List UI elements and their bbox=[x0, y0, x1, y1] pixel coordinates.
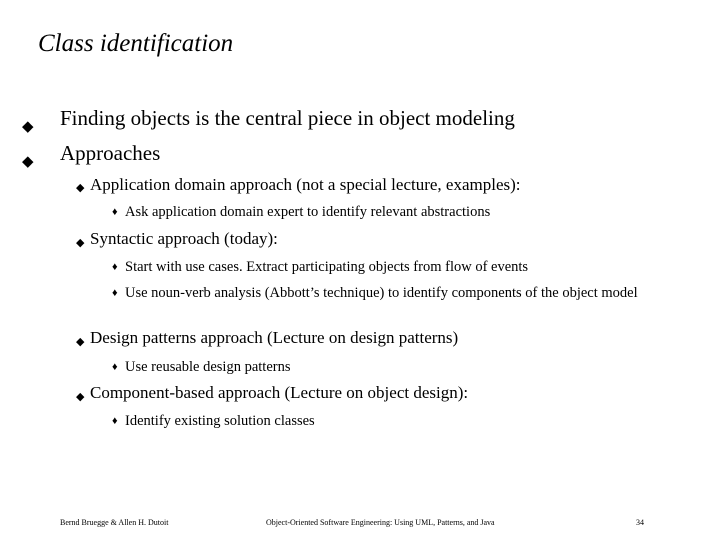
sub-sub-bullet-marker-icon: ♦ bbox=[112, 206, 118, 218]
approach-syntactic-sub-1: Start with use cases. Extract participating objects from flow of events bbox=[125, 259, 529, 275]
sub-sub-bullet-marker-icon: ♦ bbox=[112, 261, 118, 273]
bullet-marker-icon: ◆ bbox=[22, 154, 34, 170]
sub-bullet-marker-icon: ◆ bbox=[76, 237, 85, 249]
bullet-approaches: Approaches bbox=[60, 141, 161, 165]
footer-authors: Bernd Bruegge & Allen H. Dutoit bbox=[60, 518, 169, 527]
sub-bullet-marker-icon: ◆ bbox=[76, 336, 85, 348]
approach-syntactic-sub-2: Use noun-verb analysis (Abbott’s technique) to identify components of the object model bbox=[125, 285, 638, 301]
approach-design-patterns: Design patterns approach (Lecture on design patterns) bbox=[90, 328, 459, 347]
sub-bullet-marker-icon: ◆ bbox=[76, 391, 85, 403]
bullet-finding-objects: Finding objects is the central piece in object modeling bbox=[60, 106, 515, 130]
approach-component-based-sub: Identify existing solution classes bbox=[125, 413, 315, 429]
footer-book-title: Object-Oriented Software Engineering: Using UML, Patterns, and Java bbox=[266, 518, 495, 527]
approach-application-domain: Application domain approach (not a special lecture, examples): bbox=[90, 175, 521, 194]
slide-title: Class identification bbox=[38, 30, 234, 57]
sub-sub-bullet-marker-icon: ♦ bbox=[112, 361, 118, 373]
footer-page-number: 34 bbox=[636, 518, 644, 527]
sub-sub-bullet-marker-icon: ♦ bbox=[112, 415, 118, 427]
sub-bullet-marker-icon: ◆ bbox=[76, 182, 85, 194]
approach-design-patterns-sub: Use reusable design patterns bbox=[125, 359, 291, 375]
approach-component-based: Component-based approach (Lecture on object design): bbox=[90, 383, 469, 402]
approach-syntactic: Syntactic approach (today): bbox=[90, 229, 278, 248]
sub-sub-bullet-marker-icon: ♦ bbox=[112, 287, 118, 299]
approach-application-domain-sub: Ask application domain expert to identify relevant abstractions bbox=[125, 204, 491, 220]
bullet-marker-icon: ◆ bbox=[22, 119, 34, 135]
